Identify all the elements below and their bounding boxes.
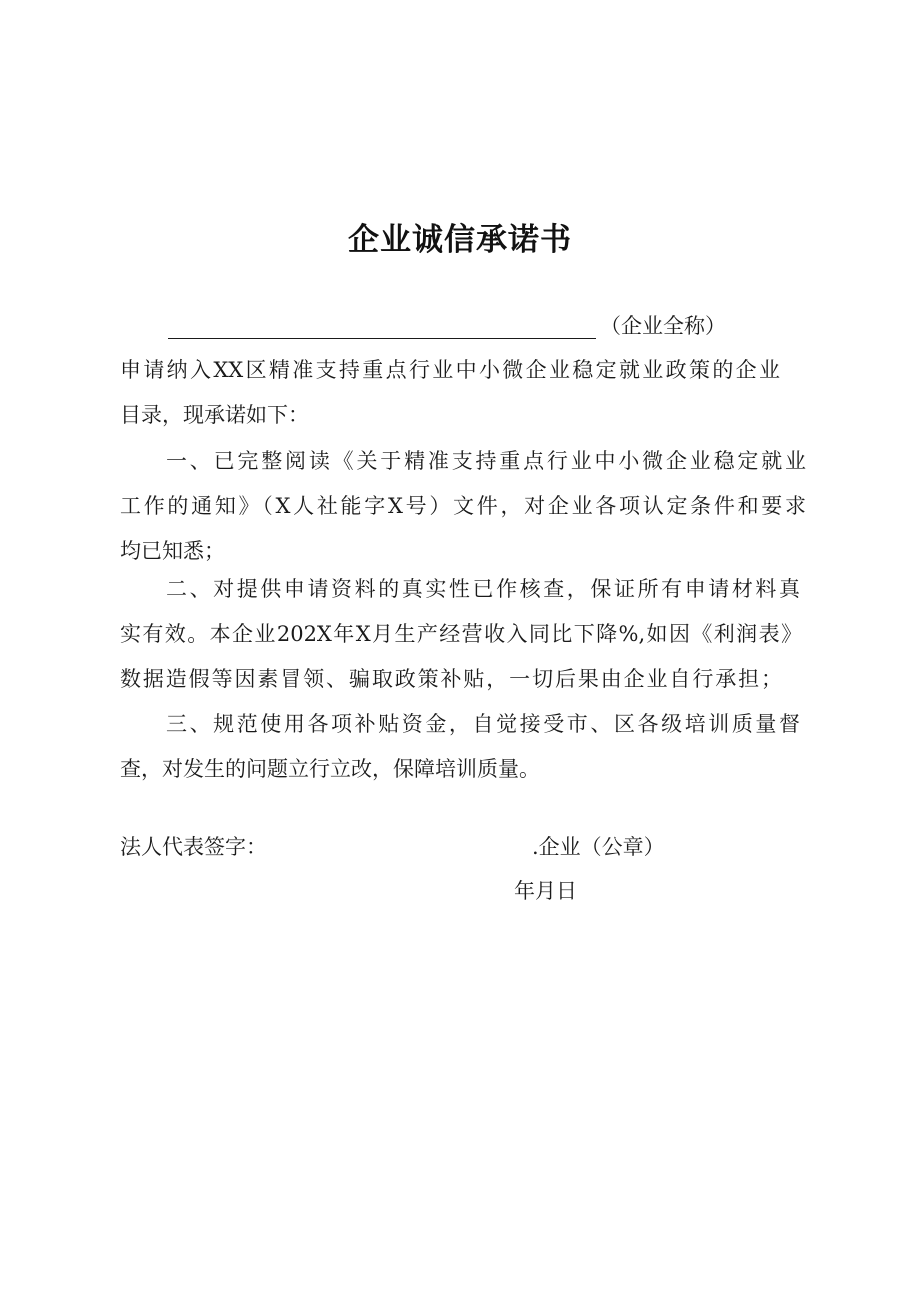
item-1-line-1: 一、已完整阅读《关于精准支持重点行业中小微企业稳定就业 [166,449,806,473]
item-1-line-2: 工作的通知》（X人社能字X号）文件，对企业各项认定条件和要求 [120,494,806,518]
document-title: 企业诚信承诺书 [348,222,572,258]
signature-label: 法人代表签字： [120,835,267,859]
item-1-line-3: 均已知悉； [120,539,225,563]
company-name-blank [168,338,596,339]
item-2-line-3: 数据造假等因素冒领、骗取政策补贴，一切后果由企业自行承担； [120,667,782,691]
item-3-line-2: 查，对发生的问题立行立改，保障培训质量。 [120,757,540,781]
item-3-line-1: 三、规范使用各项补贴资金，自觉接受市、区各级培训质量督 [166,712,800,736]
company-field-suffix: （企业全称） [600,314,726,338]
item-2-line-1: 二、对提供申请资料的真实性已作核查，保证所有申请材料真 [166,577,800,601]
intro-line-1: 申请纳入XX区精准支持重点行业中小微企业稳定就业政策的企业 [120,358,780,382]
date-label: 年月日 [514,879,577,903]
item-2-line-2: 实有效。本企业202X年X月生产经营收入同比下降%,如因《利润表》 [120,622,802,646]
intro-line-2: 目录，现承诺如下： [120,403,309,427]
seal-label: .企业（公章） [532,835,665,859]
